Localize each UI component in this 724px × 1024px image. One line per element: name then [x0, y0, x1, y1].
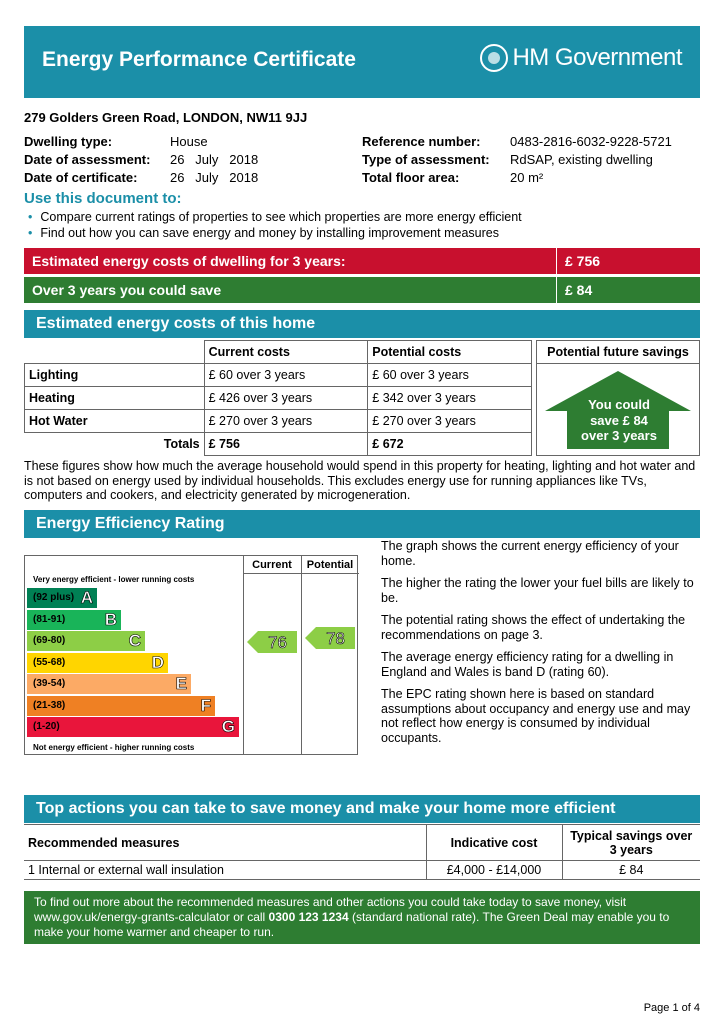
band-letter: A [80, 588, 93, 607]
page-number: Page 1 of 4 [643, 1002, 700, 1014]
floor-area-label: Total floor area: [362, 170, 460, 185]
dwelling-type-label: Dwelling type: [24, 134, 113, 149]
assessment-type-value: RdSAP, existing dwelling [510, 152, 653, 167]
costs-section-header [24, 310, 700, 338]
potential-rating-arrow [305, 627, 355, 649]
table-row [25, 387, 532, 410]
date-certificate-value: 26 July 2018 [170, 170, 259, 185]
footer-banner [24, 891, 700, 944]
current-cost: £ 60 over 3 years [204, 364, 368, 387]
band-range: (92 plus) [33, 592, 75, 603]
potential-costs-header: Potential costs [368, 341, 532, 364]
table-row [25, 364, 532, 387]
costs-note: These figures show how much the average household would spend in this property for heating, lighting and hot water and is not based on energy used by individual households. This excludes energy use for running appliances like TVs, computers and cookers, and electricity generated by microgeneration. [24, 459, 696, 502]
dwelling-type-value: House [170, 134, 208, 149]
table-row [24, 861, 700, 880]
use-document-heading: Use this document to: [24, 190, 182, 207]
potential-cost: £ 342 over 3 years [368, 387, 532, 410]
crest-icon [480, 44, 508, 72]
band-letter: F [200, 695, 211, 715]
costs-table [24, 340, 532, 456]
potential-cost: £ 60 over 3 years [368, 364, 532, 387]
save-bar [24, 277, 700, 303]
totals-current: £ 756 [204, 433, 368, 456]
savings-arrow-line-2: save £ 84 [590, 412, 648, 428]
band-letter: E [175, 674, 187, 693]
save-value: £ 84 [556, 277, 592, 303]
details-left [24, 134, 258, 188]
measure-cost: £4,000 - £14,000 [426, 861, 562, 880]
rating-section-header [24, 510, 700, 538]
savings-arrow-text [537, 397, 701, 444]
actions-section-header [24, 795, 700, 823]
estimated-cost-value: £ 756 [556, 248, 600, 274]
totals-label: Totals [25, 433, 205, 456]
band-e [27, 674, 191, 694]
measure-name: 1 Internal or external wall insulation [24, 861, 426, 880]
rating-paragraph: The graph shows the current energy efficiency of your home. [381, 539, 679, 568]
band-range: (81-91) [33, 613, 66, 625]
estimated-cost-label: Estimated energy costs of dwelling for 3 years: [32, 253, 346, 269]
rating-paragraph: The potential rating shows the effect of undertaking the recommendations on page 3. [381, 613, 686, 642]
current-cost: £ 426 over 3 years [204, 387, 368, 410]
current-rating-value: 76 [268, 633, 287, 652]
totals-potential: £ 672 [368, 433, 532, 456]
date-assessment-value: 26 July 2018 [170, 152, 259, 167]
potential-column [301, 556, 358, 754]
document-title: Energy Performance Certificate [42, 48, 356, 71]
gov-name: HM Government [512, 44, 682, 71]
band-range: (55-68) [33, 656, 66, 668]
potential-cost: £ 270 over 3 years [368, 410, 532, 433]
band-letter: G [221, 717, 235, 736]
current-column [243, 556, 301, 754]
costs-empty-header [25, 341, 205, 364]
floor-area-value: 20 m² [510, 170, 544, 185]
potential-rating-value: 78 [326, 629, 345, 648]
header-banner [24, 26, 700, 98]
assessment-type-label: Type of assessment: [362, 152, 490, 167]
use-bullet-1: • Compare current ratings of properties to see which properties are more energy efficient [28, 210, 522, 224]
band-d [27, 653, 168, 673]
rating-explanation [381, 539, 699, 753]
date-assessment-label: Date of assessment: [24, 152, 151, 167]
reference-value: 0483-2816-6032-9228-5721 [510, 134, 672, 149]
potential-header: Potential [306, 559, 354, 571]
table-row [25, 410, 532, 433]
footer-text-2: (standard national rate). The Green Deal may enable you to make your home warmer and cheaper to run. [34, 910, 670, 939]
rating-section-title: Energy Efficiency Rating [36, 515, 225, 532]
savings-arrow-line-1: You could [588, 397, 650, 412]
band-c [27, 631, 145, 651]
reference-label: Reference number: [362, 134, 481, 149]
footer-phone: 0300 123 1234 [268, 910, 349, 924]
property-address: 279 Golders Green Road, LONDON, NW11 9JJ [24, 110, 308, 125]
measures-header-row [24, 825, 700, 861]
band-a [27, 588, 97, 608]
costs-table-header [25, 341, 532, 364]
details-right [362, 134, 672, 188]
current-rating-arrow [247, 631, 297, 653]
band-f [27, 696, 215, 716]
cost-header: Indicative cost [426, 825, 562, 861]
save-label: Over 3 years you could save [32, 282, 222, 298]
band-letter: D [151, 652, 164, 672]
band-range: (69-80) [33, 635, 66, 646]
measure-saving: £ 84 [562, 861, 700, 880]
band-range: (39-54) [33, 678, 66, 689]
band-letter: C [128, 631, 141, 650]
band-b [27, 610, 121, 630]
rating-paragraph: The higher the rating the lower your fuel bills are likely to be. [381, 576, 694, 605]
estimated-cost-bar [24, 248, 700, 274]
rating-paragraph: The EPC rating shown here is based on standard assumptions about occupancy and energy use and may not reflect how energy is consumed by individual occupants. [381, 687, 691, 745]
band-g [27, 717, 239, 737]
future-savings-box [536, 340, 700, 456]
totals-row [25, 433, 532, 456]
band-range: (21-38) [33, 699, 66, 711]
top-note: Very energy efficient - lower running costs [33, 575, 195, 584]
savings-header: Typical savings over 3 years [562, 825, 700, 861]
costs-section-title: Estimated energy costs of this home [36, 315, 316, 332]
actions-section-title: Top actions you can take to save money and make your home more efficient [36, 800, 616, 817]
row-name: Heating [25, 387, 205, 410]
measures-header: Recommended measures [24, 825, 426, 861]
band-range: (1-20) [33, 721, 60, 732]
bottom-note: Not energy efficient - higher running costs [33, 743, 195, 752]
current-header: Current [252, 559, 292, 571]
row-name: Hot Water [25, 410, 205, 433]
band-letter: B [104, 609, 117, 629]
use-bullet-2: • Find out how you can save energy and money by installing improvement measures [28, 226, 499, 240]
savings-arrow-line-3: over 3 years [581, 428, 657, 443]
gov-logo [480, 44, 682, 72]
rating-paragraph: The average energy efficiency rating for a dwelling in England and Wales is band D (rating 60). [381, 650, 674, 679]
current-costs-header: Current costs [204, 341, 368, 364]
current-cost: £ 270 over 3 years [204, 410, 368, 433]
rating-graph [24, 555, 358, 755]
date-certificate-label: Date of certificate: [24, 170, 138, 185]
footer-text-1: To find out more about the recommended measures and other actions you could take today to save money, visit www.gov.uk/energy-grants-calculator or call [34, 895, 627, 924]
measures-table [24, 824, 700, 880]
row-name: Lighting [25, 364, 205, 387]
future-savings-header: Potential future savings [537, 341, 699, 364]
